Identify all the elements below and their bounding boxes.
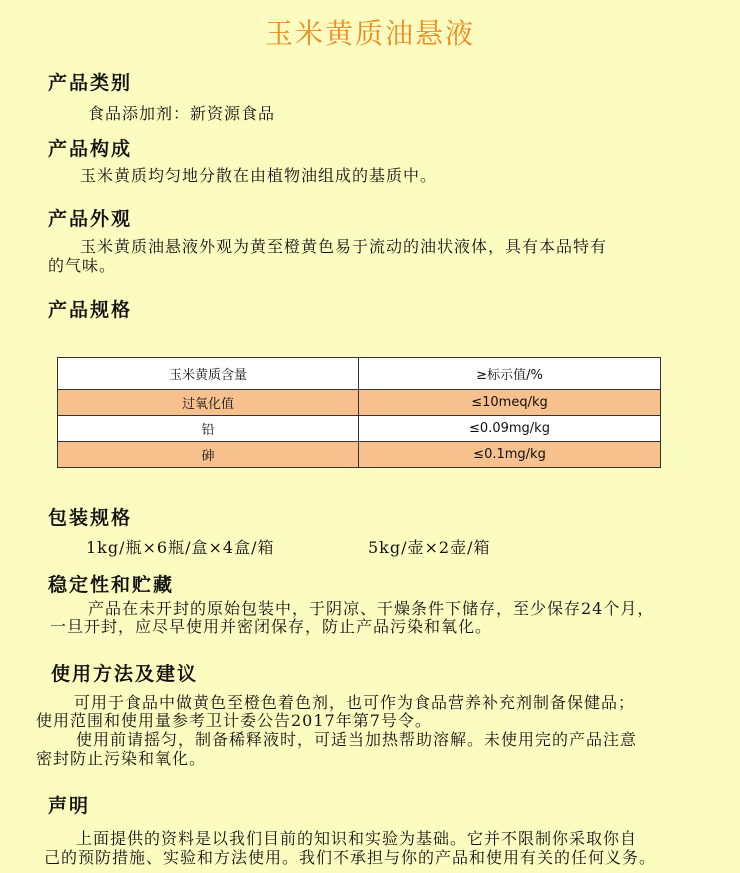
spec-table-header [58, 358, 661, 390]
packaging-heading: 包装规格 [48, 507, 133, 529]
disclaimer-heading: 声明 [48, 795, 91, 817]
usage-line-1: 可用于食品中做黄色至橙色着色剂，也可作为食品营养补充剂制备保健品； [74, 693, 636, 712]
spec-row-2-value: ≤0.09mg/kg [359, 416, 661, 442]
table-row [58, 390, 661, 416]
spec-header-col-1: 玉米黄质含量 [58, 358, 359, 390]
usage-line-2: 使用范围和使用量参考卫计委公告2017年第7号令。 [36, 711, 432, 730]
table-row [58, 442, 661, 468]
composition-heading: 产品构成 [48, 138, 133, 160]
page-title: 玉米黄质油悬液 [264, 17, 475, 50]
spec-row-2-item: 铅 [58, 416, 359, 442]
spec-row-1-item: 过氧化值 [58, 390, 359, 416]
appearance-line-2: 的气味。 [48, 256, 117, 275]
spec-header-col-2: ≥标示值/% [359, 358, 661, 390]
spec-row-3-value: ≤0.1mg/kg [359, 442, 661, 468]
disclaimer-line-1: 上面提供的资料是以我们目前的知识和实验为基础。它并不限制你采取你自 [76, 829, 638, 848]
appearance-heading: 产品外观 [48, 208, 133, 230]
usage-heading: 使用方法及建议 [51, 663, 199, 685]
storage-line-1: 产品在未开封的原始包装中，于阴凉、干燥条件下储存，至少保存24个月， [88, 599, 655, 618]
spec-heading: 产品规格 [48, 299, 133, 321]
spec-row-3-item: 砷 [58, 442, 359, 468]
usage-line-3: 使用前请摇匀，制备稀释液时，可适当加热帮助溶解。未使用完的产品注意 [76, 730, 638, 749]
category-heading: 产品类别 [48, 72, 133, 94]
table-row [58, 416, 661, 442]
composition-text: 玉米黄质均匀地分散在由植物油组成的基质中。 [80, 166, 438, 185]
disclaimer-line-2: 己的预防措施、实验和方法使用。我们不承担与你的产品和使用有关的任何义务。 [44, 848, 657, 867]
spec-table [57, 357, 661, 468]
appearance-line-1: 玉米黄质油悬液外观为黄至橙黄色易于流动的油状液体，具有本品特有 [80, 237, 608, 256]
usage-line-4: 密封防止污染和氧化。 [36, 749, 207, 768]
packaging-option-2: 5kg/壶×2壶/箱 [368, 538, 491, 557]
storage-heading: 稳定性和贮藏 [48, 574, 175, 596]
spec-row-1-value: ≤10meq/kg [359, 390, 661, 416]
packaging-option-1: 1kg/瓶×6瓶/盒×4盒/箱 [86, 538, 275, 557]
storage-line-2: 一旦开封，应尽早使用并密闭保存，防止产品污染和氧化。 [50, 617, 493, 636]
category-text: 食品添加剂：新资源食品 [88, 104, 276, 123]
